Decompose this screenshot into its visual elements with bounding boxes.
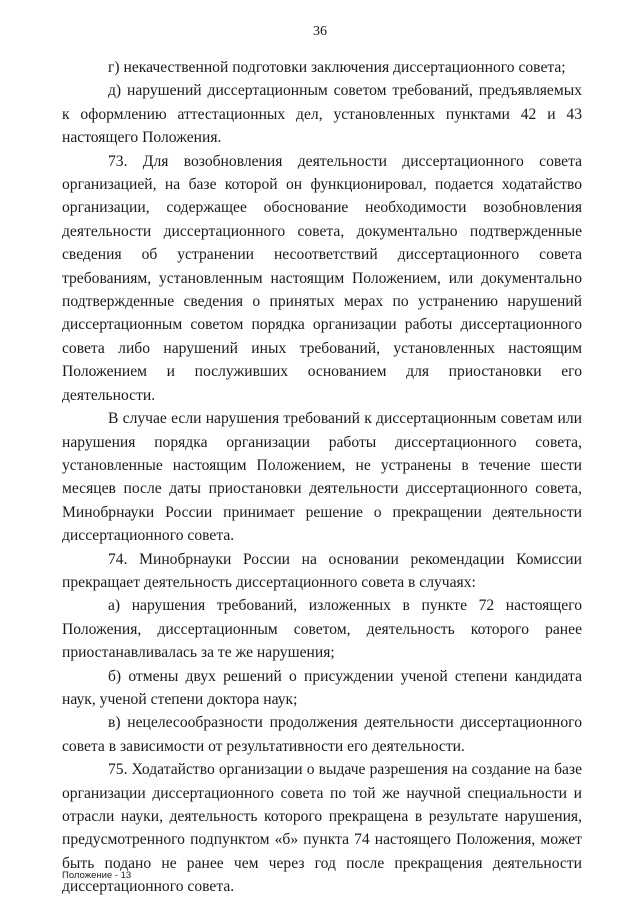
paragraph-section-74: 74. Минобрнауки России на основании рекомендации Комиссии прекращает деятельность диссертационного совета в случаях: [62, 550, 582, 591]
paragraph-section-73-continuation: В случае если нарушения требований к диссертационным советам или нарушения порядка организации работы диссертационного совета, установленные настоящим Положением, не устранены в течение шести месяцев после даты приостановки деятельности диссертационного совета, Минобрнауки России принимает решение о прекращении деятельности диссертационного совета. [62, 410, 582, 545]
document-body [62, 50, 582, 899]
paragraph-section-75: 75. Ходатайство организации о выдаче разрешения на создание на базе организации диссертационного совета по той же научной специальности и отрасли науки, деятельность которого прекращена в результате нарушения, предусмотренного подпунктом «б» пункта 74 настоящего Положения, может быть подано не ранее чем через год после прекращения деятельности диссертационного совета. [62, 761, 582, 896]
paragraph-item-a: а) нарушения требований, изложенных в пункте 72 настоящего Положения, диссертационным советом, деятельность которого ранее приостанавливалась за те же нарушения; [62, 597, 582, 662]
paragraph-item-b: б) отмены двух решений о присуждении ученой степени кандидата наук, ученой степени доктора наук; [62, 667, 582, 708]
page-number: 36 [313, 24, 327, 39]
paragraph-item-d: д) нарушений диссертационным советом требований, предъявляемых к оформлению аттестационных дел, установленных пунктами 42 и 43 настоящего Положения. [62, 82, 582, 147]
paragraph-item-g: г) некачественной подготовки заключения диссертационного совета; [108, 59, 566, 76]
paragraph-section-73: 73. Для возобновления деятельности диссертационного совета организацией, на базе которой он функционировал, подается ходатайство организации, содержащее обоснование необходимости возобновления деятельности диссертационного совета, документально подтвержденные сведения об устранении несоответствий диссертационного совета требованиям, установленным настоящим Положением, или документально подтвержденные сведения о принятых мерах по устранению нарушений диссертационным советом порядка организации работы диссертационного совета либо нарушений иных требований, установленных настоящим Положением и послуживших основанием для приостановки его деятельности. [62, 152, 582, 404]
page-footer: Положение - 13 [62, 870, 132, 881]
paragraph-item-v: в) нецелесообразности продолжения деятельности диссертационного совета в зависимости от результативности его деятельности. [62, 714, 582, 755]
